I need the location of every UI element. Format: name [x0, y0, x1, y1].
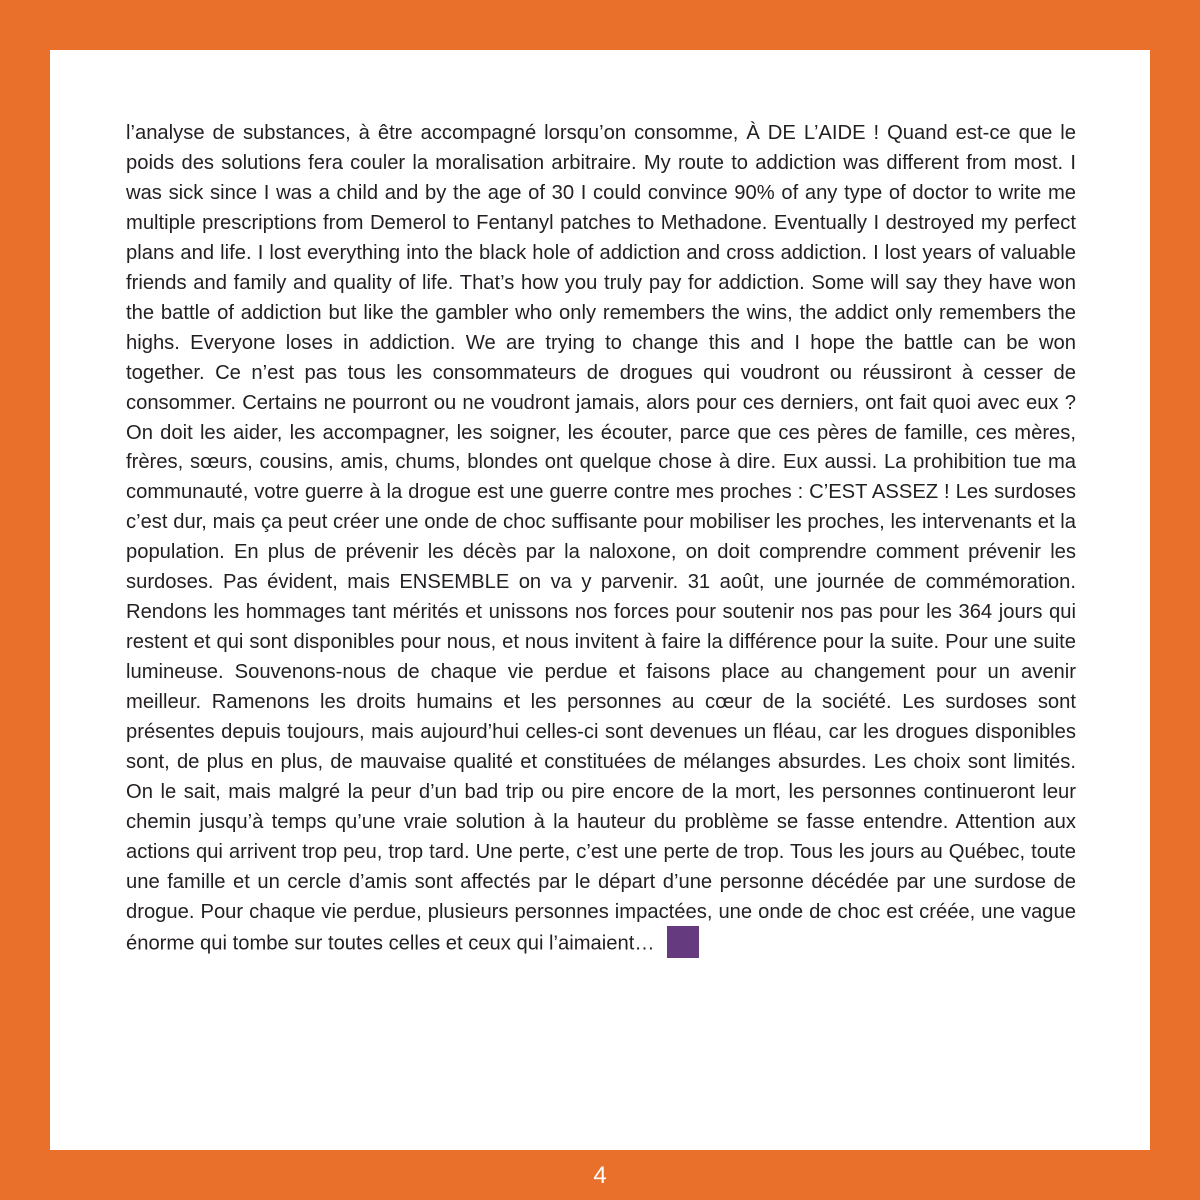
article-body: [126, 119, 1076, 960]
page-number: 4: [593, 1162, 607, 1189]
article-text: l’analyse de substances, à être accompagné lorsqu’on consomme, À DE L’AIDE ! Quand est-ce que le poids des solutions fera couler la moralisation arbitraire. My route to addiction was different from most. I was sick since I was a child and by the age of 30 I could convince 90% of any type of doctor to write me multiple prescriptions from Demerol to Fentanyl patches to Methadone. Eventually I destroyed my perfect plans and life. I lost everything into the black hole of addiction and cross addiction. I lost years of valuable friends and family and quality of life. That’s how you truly pay for addiction. Some will say they have won the battle of addiction but like the gambler who only remembers the wins, the addict only remembers the highs. Everyone loses in addiction. We are trying to change this and I hope the battle can be won together. Ce n’est pas tous les consommateurs de drogues qui voudront ou réussiront à cesser de consommer. Certains ne pourront ou ne voudront jamais, alors pour ces derniers, ont fait quoi avec eux ? On doit les aider, les accompagner, les soigner, les écouter, parce que ces pères de famille, ces mères, frères, sœurs, cousins, amis, chums, blondes ont quelque chose à dire. Eux aussi. La prohibition tue ma communauté, votre guerre à la drogue est une guerre contre mes proches : C’EST ASSEZ ! Les surdoses c’est dur, mais ça peut créer une onde de choc suffisante pour mobiliser les proches, les intervenants et la population. En plus de prévenir les décès par la naloxone, on doit comprendre comment prévenir les surdoses. Pas évident, mais ENSEMBLE on va y parvenir. 31 août, une journée de commémoration. Rendons les hommages tant mérités et unissons nos forces pour soutenir nos pas pour les 364 jours qui restent et qui sont disponibles pour nous, et nous invitent à faire la différence pour la suite. Pour une suite lumineuse. Souvenons-nous de chaque vie perdue et faisons place au changement pour un avenir meilleur. Ramenons les droits humains et les personnes au cœur de la société. Les surdoses sont présentes depuis toujours, mais aujourd’hui celles-ci sont devenues un fléau, car les drogues disponibles sont, de plus en plus, de mauvaise qualité et constituées de mélanges absurdes. Les choix sont limités. On le sait, mais malgré la peur d’un bad trip ou pire encore de la mort, les personnes continueront leur chemin jusqu’à temps qu’une vraie solution à la hauteur du problème se fasse entendre. Attention aux actions qui arrivent trop peu, trop tard. Une perte, c’est une perte de trop. Tous les jours au Québec, toute une famille et un cercle d’amis sont affectés par le départ d’une personne décédée par une surdose de drogue. Pour chaque vie perdue, plusieurs personnes impactées, une onde de choc est créée, une vague énorme qui tombe sur toutes celles et ceux qui l’aimaient…: [126, 122, 1076, 955]
end-mark-icon: [667, 926, 699, 958]
page-panel: [50, 50, 1150, 1150]
